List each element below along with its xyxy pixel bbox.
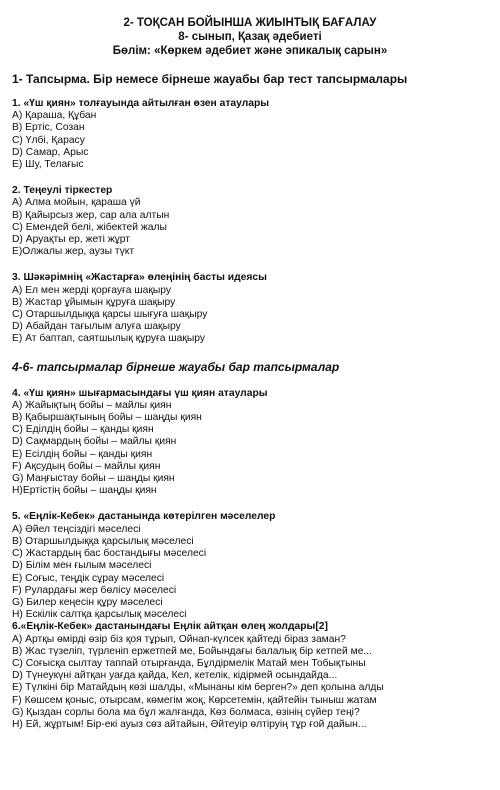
option-f: F) Ақсудың бойы – майлы қиян xyxy=(12,460,161,472)
option-a: А) Қараша, Құбан xyxy=(12,110,97,122)
option-g: G) Қыздан сорлы бола ма бұл жалғанда, Көз болмаса, өзінің сүйер теңі? xyxy=(12,706,360,718)
option-b: В) Жас түзеліп, түрленіп ержетпей ме, Бойындағы балалық бір кетпей ме... xyxy=(12,645,373,657)
option-d: D) Білім мен ғылым мәселесі xyxy=(12,560,152,572)
option-h: Н)Ертістің бойы – шаңды қиян xyxy=(12,485,157,497)
question-1 xyxy=(12,98,500,171)
option-e: Е)Олжалы жер, аузы түкт xyxy=(12,246,135,258)
header-section: Бөлім: «Көркем әдебиет және эпикалық сарын» xyxy=(112,45,388,57)
question-6 xyxy=(12,621,500,731)
question-2 xyxy=(12,185,500,258)
question-4 xyxy=(12,388,500,498)
option-h: Н) Ей, жұртым! Бір-екі ауыз сөз айтайын, Әйтеуір өлтіруің тұр ғой дайын... xyxy=(12,718,367,730)
option-d: D) Аруақты ер, жеті жұрт xyxy=(12,234,131,246)
multi-answer-subheading: 4-6- тапсырмалар бірнеше жауабы бар тапсырмалар xyxy=(12,359,340,374)
option-c: С) Еділдің бойы – қанды қиян xyxy=(12,424,154,436)
option-e: Е) Есілдің бойы – қанды қиян xyxy=(12,448,153,460)
question-3 xyxy=(12,272,500,345)
header-title: 2- ТОҚСАН БОЙЫНША ЖИЫНТЫҚ БАҒАЛАУ xyxy=(123,17,377,29)
option-a: А) Әйел теңсіздігі мәселесі xyxy=(12,523,141,535)
option-a: А) Алма мойын, қараша үй xyxy=(12,197,141,209)
option-c: С) Соғысқа сылтау таппай отырғанда, Бұлдірмелік Матай мен Тобықтыны xyxy=(12,657,366,669)
question-title: 5. «Еңлік-Кебек» дастанында көтерілген мәселелер xyxy=(12,511,276,523)
option-e: Е) Ат баптап, саятшылық құруға шақыру xyxy=(12,333,205,345)
option-c: С) Үлбі, Қарасу xyxy=(12,134,85,146)
option-f: F) Рулардағы жер бөлісу мәселесі xyxy=(12,584,177,596)
option-b: В) Ертіс, Созан xyxy=(12,122,85,134)
question-title: 6.«Еңлік-Кебек» дастанындағы Еңлік айтқан өлең жолдары[2] xyxy=(12,621,328,633)
option-g: G) Билер кеңесін құру мәселесі xyxy=(12,596,163,608)
question-title: 3. Шәкәрімнің «Жастарға» өлеңінің басты идеясы xyxy=(12,272,267,284)
option-b: В) Қабыршақтының бойы – шаңды қиян xyxy=(12,412,202,424)
option-c: С) Отаршылдыққа қарсы шығуға шақыру xyxy=(12,309,208,321)
option-a: А) Артқы өмірді өзір біз қоя тұрып, Ойнап-күлсек қайтеді біраз заман? xyxy=(12,633,346,645)
option-a: А) Жайықтың бойы – майлы қиян xyxy=(12,399,172,411)
option-a: А) Ел мен жерді қорғауға шақыру xyxy=(12,284,171,296)
option-b: В) Отаршылдыққа қарсылық мәселесі xyxy=(12,535,194,547)
question-title: 2. Теңеулі тіркестер xyxy=(12,185,113,197)
option-d: D) Абайдан тағылым алуға шақыру xyxy=(12,321,181,333)
option-d: D) Түнеукүні айтқан уағда қайда, Кел, кетелік, кідірмей осындайда... xyxy=(12,670,338,682)
option-g: G) Маңғыстау бойы – шаңды қиян xyxy=(12,473,175,485)
task1-title: 1- Тапсырма. Бір немесе бірнеше жауабы бар тест тапсырмалары xyxy=(12,72,408,86)
option-b: В) Жастар ұйымын құруға шақыру xyxy=(12,296,176,308)
option-e: Е) Шу, Телағыс xyxy=(12,159,84,171)
option-c: С) Жастардың бас бостандығы мәселесі xyxy=(12,548,207,560)
question-title: 1. «Үш қиян» толғауында айтылған өзен атаулары xyxy=(12,98,270,109)
question-title: 4. «Үш қиян» шығармасындағы үш қиян атаулары xyxy=(12,387,268,399)
option-d: D) Самар, Арыс xyxy=(12,146,89,158)
option-e: Е) Соғыс, теңдік сұрау мәселесі xyxy=(12,572,165,584)
header-grade: 8- сынып, Қазақ әдебиеті xyxy=(178,31,322,43)
option-d: D) Сақмардың бойы – майлы қиян xyxy=(12,436,177,448)
option-e: Е) Түлкіні бір Матайдың көзі шалды, «Мынаны кім берген?» деп қолына алды xyxy=(12,682,384,694)
option-h: Н) Ескілік салтқа қарсылық мәселесі xyxy=(12,609,187,621)
option-f: F) Көшсем қоныс, отырсам, көмегім жоқ, Көрсетемін, қайтейін тыныш жатам xyxy=(12,694,377,706)
document-header xyxy=(0,0,500,58)
option-c: С) Емендей белі, жібектей жалы xyxy=(12,221,167,233)
option-b: В) Қайырсыз жер, сар ала алтын xyxy=(12,209,170,221)
question-5 xyxy=(12,511,500,621)
